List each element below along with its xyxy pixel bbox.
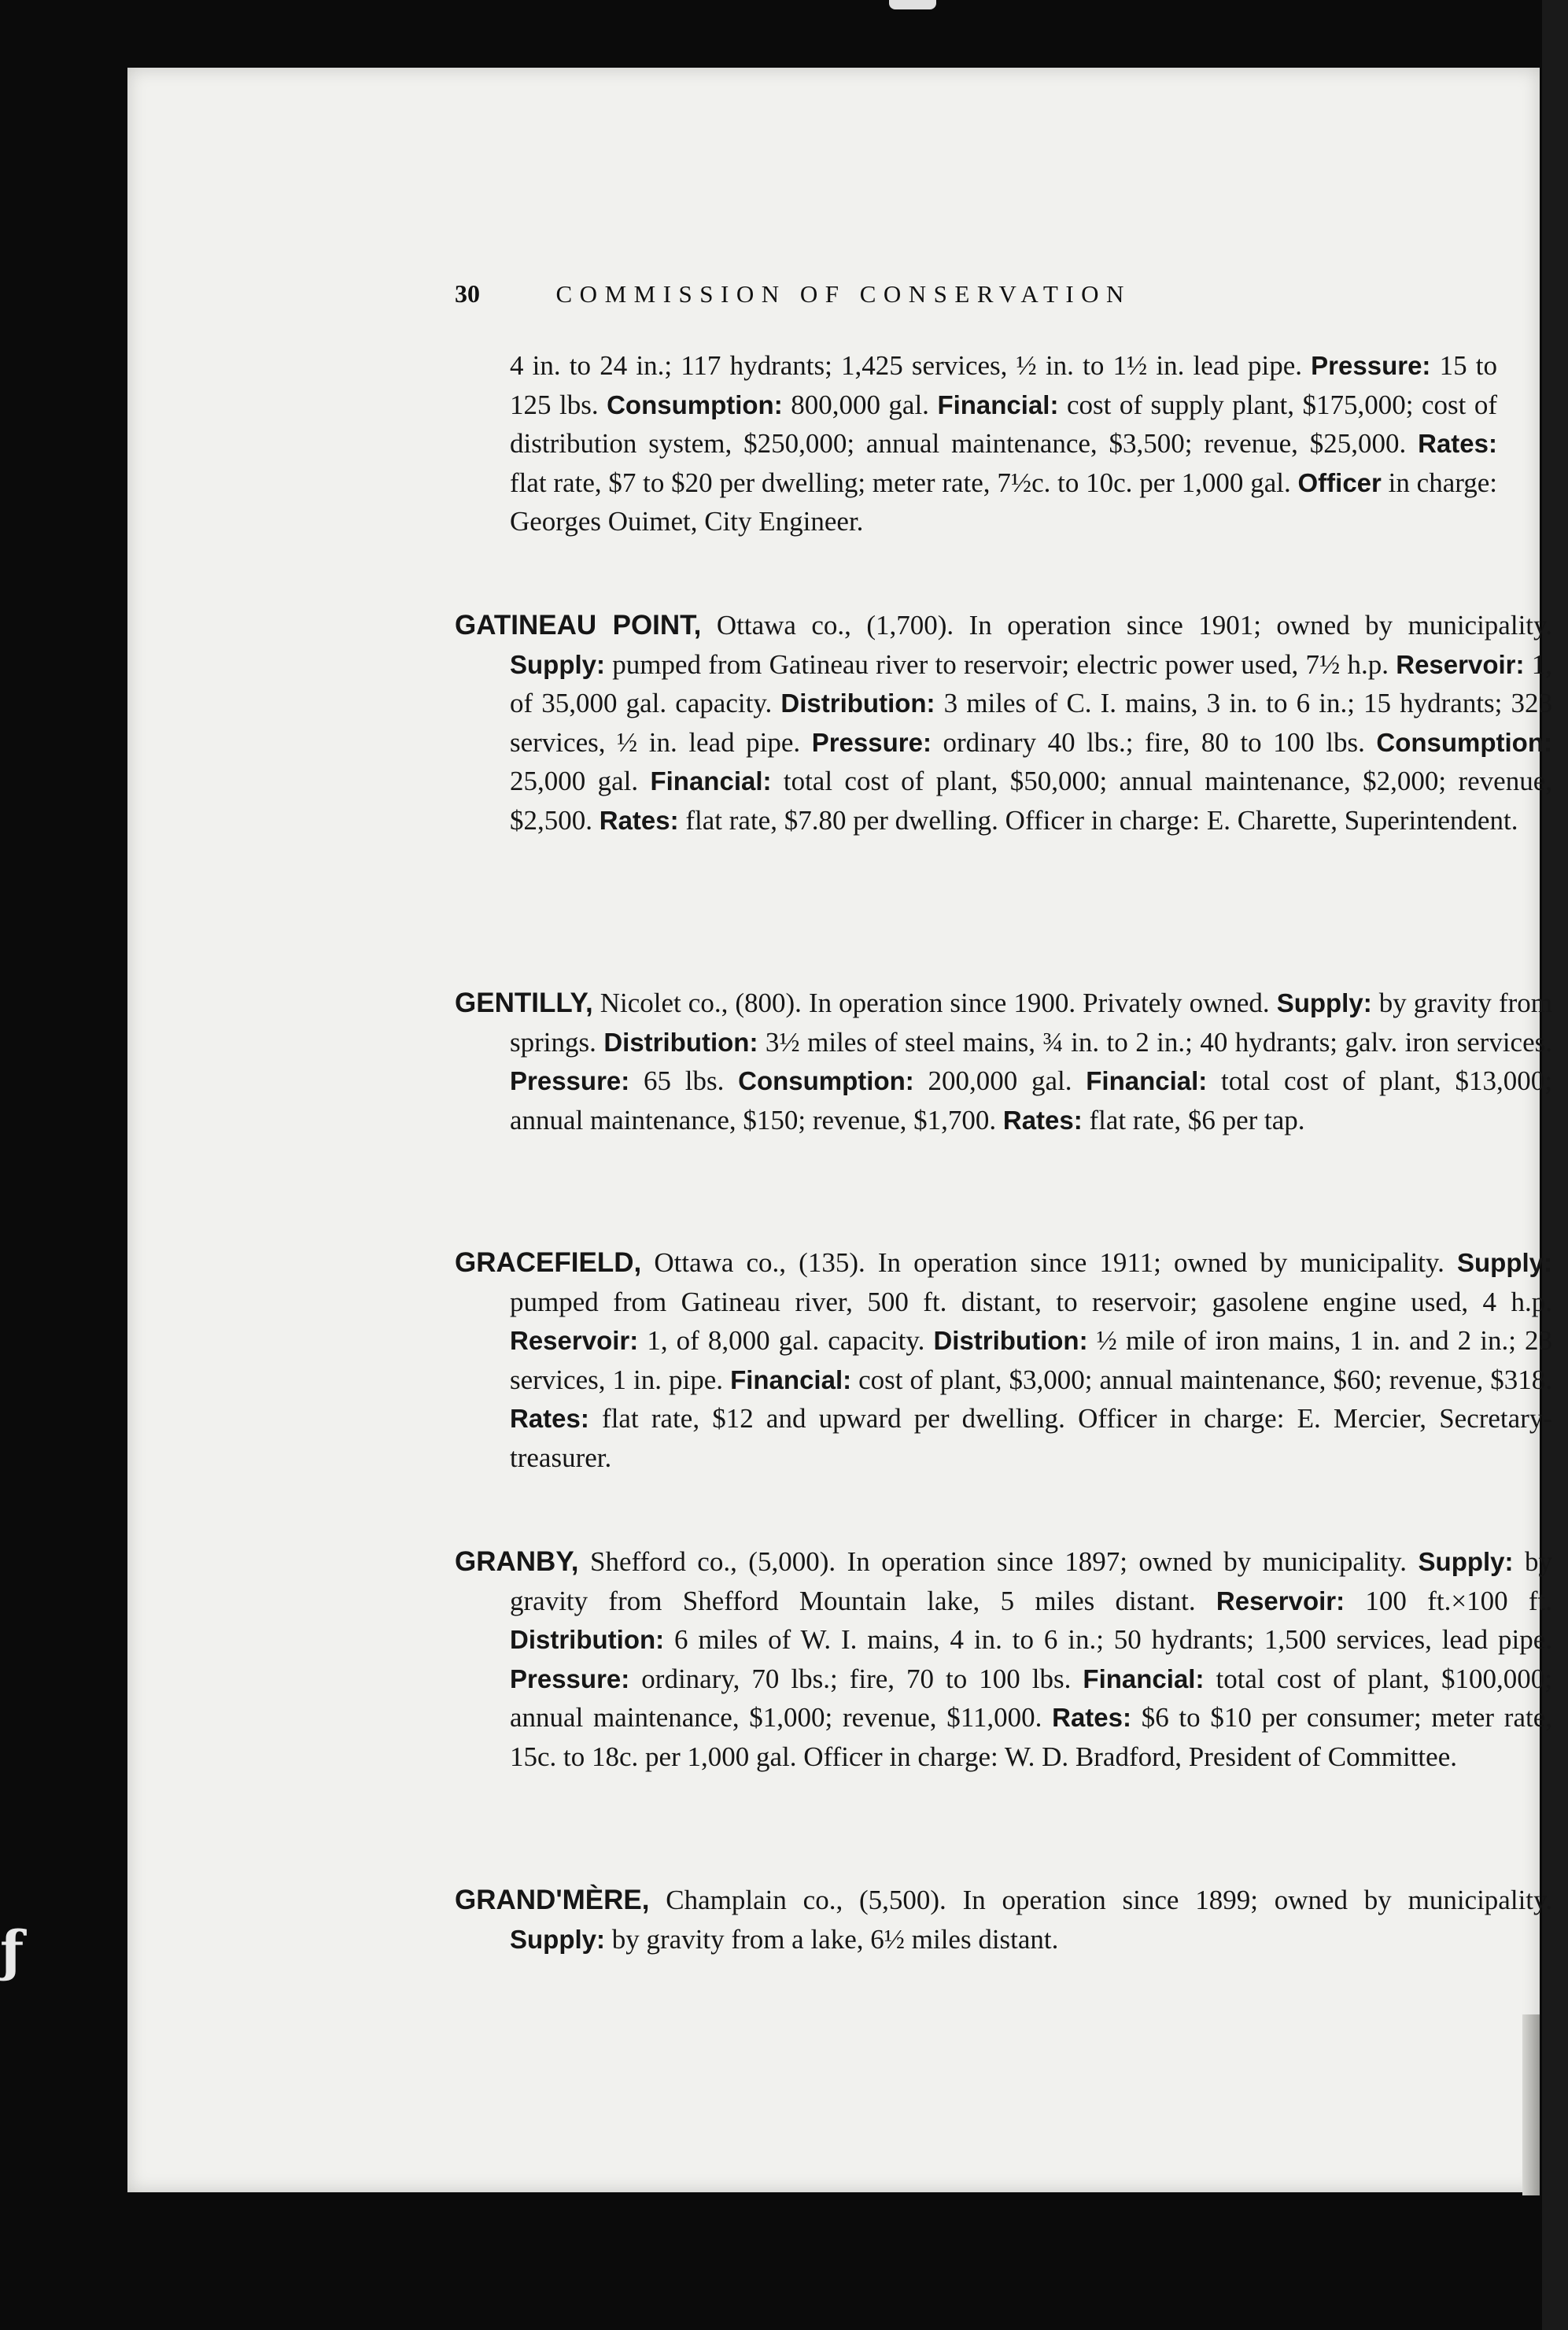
label-pressure: Pressure: — [811, 727, 932, 757]
label-rates: Rates: — [1418, 429, 1497, 458]
label-reservoir: Reservoir: — [1396, 649, 1525, 679]
label-supply: Supply: — [1276, 988, 1372, 1017]
label-rates: Rates: — [1052, 1703, 1131, 1732]
label-financial: Financial: — [1086, 1066, 1208, 1095]
label-distribution: Distribution: — [780, 689, 935, 718]
page-fold-edge — [1522, 2014, 1540, 2195]
running-header — [455, 279, 1517, 327]
entry-gentilly: GENTILLY, Nicolet co., (800). In operation since 1900. Privately owned. Supply: by gravity from springs. Distribution: 3½ miles of steel mains, ¾ in. to 2 in.; 40 hydrants; galv. iron services. Pressure: 65 lbs. Consumption: 200,000 gal. Financial: total cost of plant, $13,000; annual maintenance, $150; revenue, $1,700. Rates: flat rate, $6 per tap. — [455, 988, 1552, 1135]
label-supply: Supply: — [1418, 1547, 1514, 1576]
scan-edge-mark: ƒ — [0, 1918, 24, 1984]
entry-gracefield: GRACEFIELD, Ottawa co., (135). In operation since 1911; owned by municipality. Supply: pumped from Gatineau river, 500 ft. distant, to reservoir; gasolene engine used, 4 h.p. Reservoir: 1, of 8,000 gal. capacity. Distribution: ½ mile of iron mains, 1 in. and 2 in.; 23 services, 1 in. pipe. Financial: cost of plant, $3,000; annual maintenance, $60; revenue, $318. Rates: flat rate, $12 and upward per dwelling. Officer in charge: E. Mercier, Secretary-treasurer. — [455, 1247, 1552, 1473]
label-distribution: Distribution: — [510, 1625, 665, 1654]
label-supply: Supply: — [510, 649, 605, 679]
entry-grand-mere: GRAND'MÈRE, Champlain co., (5,500). In operation since 1899; owned by municipality. Supply: by gravity from a lake, 6½ miles distant. — [455, 1885, 1552, 1955]
label-officer: Officer — [1297, 467, 1382, 497]
page-number: 30 — [455, 279, 480, 308]
label-supply: Supply: — [510, 1924, 605, 1954]
header-title: COMMISSION OF CONSERVATION — [555, 280, 1131, 308]
label-reservoir: Reservoir: — [1216, 1586, 1345, 1615]
label-consumption: Consumption: — [607, 390, 783, 419]
label-consumption: Consumption: — [738, 1066, 914, 1095]
entry-continuation: 4 in. to 24 in.; 117 hydrants; 1,425 services, ½ in. to 1½ in. lead pipe. Pressure: 15 to 125 lbs. Consumption: 800,000 gal. Financial: cost of supply plant, $175,000; cost of distribution system, $250,000; annual maintenance, $3,500; revenue, $25,000. Rates: flat rate, $7 to $20 per dwelling; meter rate, 7½c. to 10c. per 1,000 gal. Officer in charge: Georges Ouimet, City Engineer. — [510, 350, 1498, 537]
entry-granby: GRANBY, Shefford co., (5,000). In operation since 1897; owned by municipality. Supply: by gravity from Shefford Mountain lake, 5 miles distant. Reservoir: 100 ft.×100 ft. Distribution: 6 miles of W. I. mains, 4 in. to 6 in.; 50 hydrants; 1,500 services, lead pipe. Pressure: ordinary, 70 lbs.; fire, 70 to 100 lbs. Financial: total cost of plant, $100,000; annual maintenance, $1,000; revenue, $11,000. Rates: $6 to $10 per consumer; meter rate, 15c. to 18c. per 1,000 gal. Officer in charge: W. D. Bradford, President of Committee. — [455, 1546, 1553, 1772]
label-financial: Financial: — [937, 390, 1059, 419]
label-distribution: Distribution: — [933, 1326, 1088, 1355]
label-financial: Financial: — [1083, 1663, 1205, 1693]
label-rates: Rates: — [510, 1404, 589, 1433]
scan-top-mark — [889, 0, 936, 9]
label-rates: Rates: — [1002, 1105, 1083, 1135]
label-supply: Supply: — [1457, 1248, 1552, 1277]
label-pressure: Pressure: — [510, 1663, 630, 1693]
entry-name: GRANBY, — [455, 1546, 579, 1577]
label-pressure: Pressure: — [510, 1066, 630, 1095]
entry-name: GRACEFIELD, — [455, 1247, 642, 1278]
entry-name: GRAND'MÈRE, — [455, 1885, 650, 1915]
label-consumption: Consumption: — [1376, 727, 1552, 757]
entry-name: GENTILLY, — [455, 988, 593, 1018]
entry-name: GATINEAU POINT, — [455, 610, 702, 641]
label-financial: Financial: — [730, 1364, 852, 1394]
label-financial: Financial: — [650, 766, 772, 796]
entry-gatineau-point: GATINEAU POINT, Ottawa co., (1,700). In operation since 1901; owned by municipality. Supply: pumped from Gatineau river to reservoir; electric power used, 7½ h.p. Reservoir: 1, of 35,000 gal. capacity. Distribution: 3 miles of C. I. mains, 3 in. to 6 in.; 15 hydrants; 323 services, ½ in. lead pipe. Pressure: ordinary 40 lbs.; fire, 80 to 100 lbs. Consumption: 25,000 gal. Financial: total cost of plant, $50,000; annual maintenance, $2,000; revenue, $2,500. Rates: flat rate, $7.80 per dwelling. Officer in charge: E. Charette, Superintendent. — [455, 610, 1553, 836]
label-pressure: Pressure: — [1311, 351, 1431, 380]
label-distribution: Distribution: — [603, 1027, 758, 1057]
label-rates: Rates: — [599, 805, 679, 835]
label-reservoir: Reservoir: — [510, 1326, 639, 1355]
scan-right-border — [1542, 0, 1568, 2330]
